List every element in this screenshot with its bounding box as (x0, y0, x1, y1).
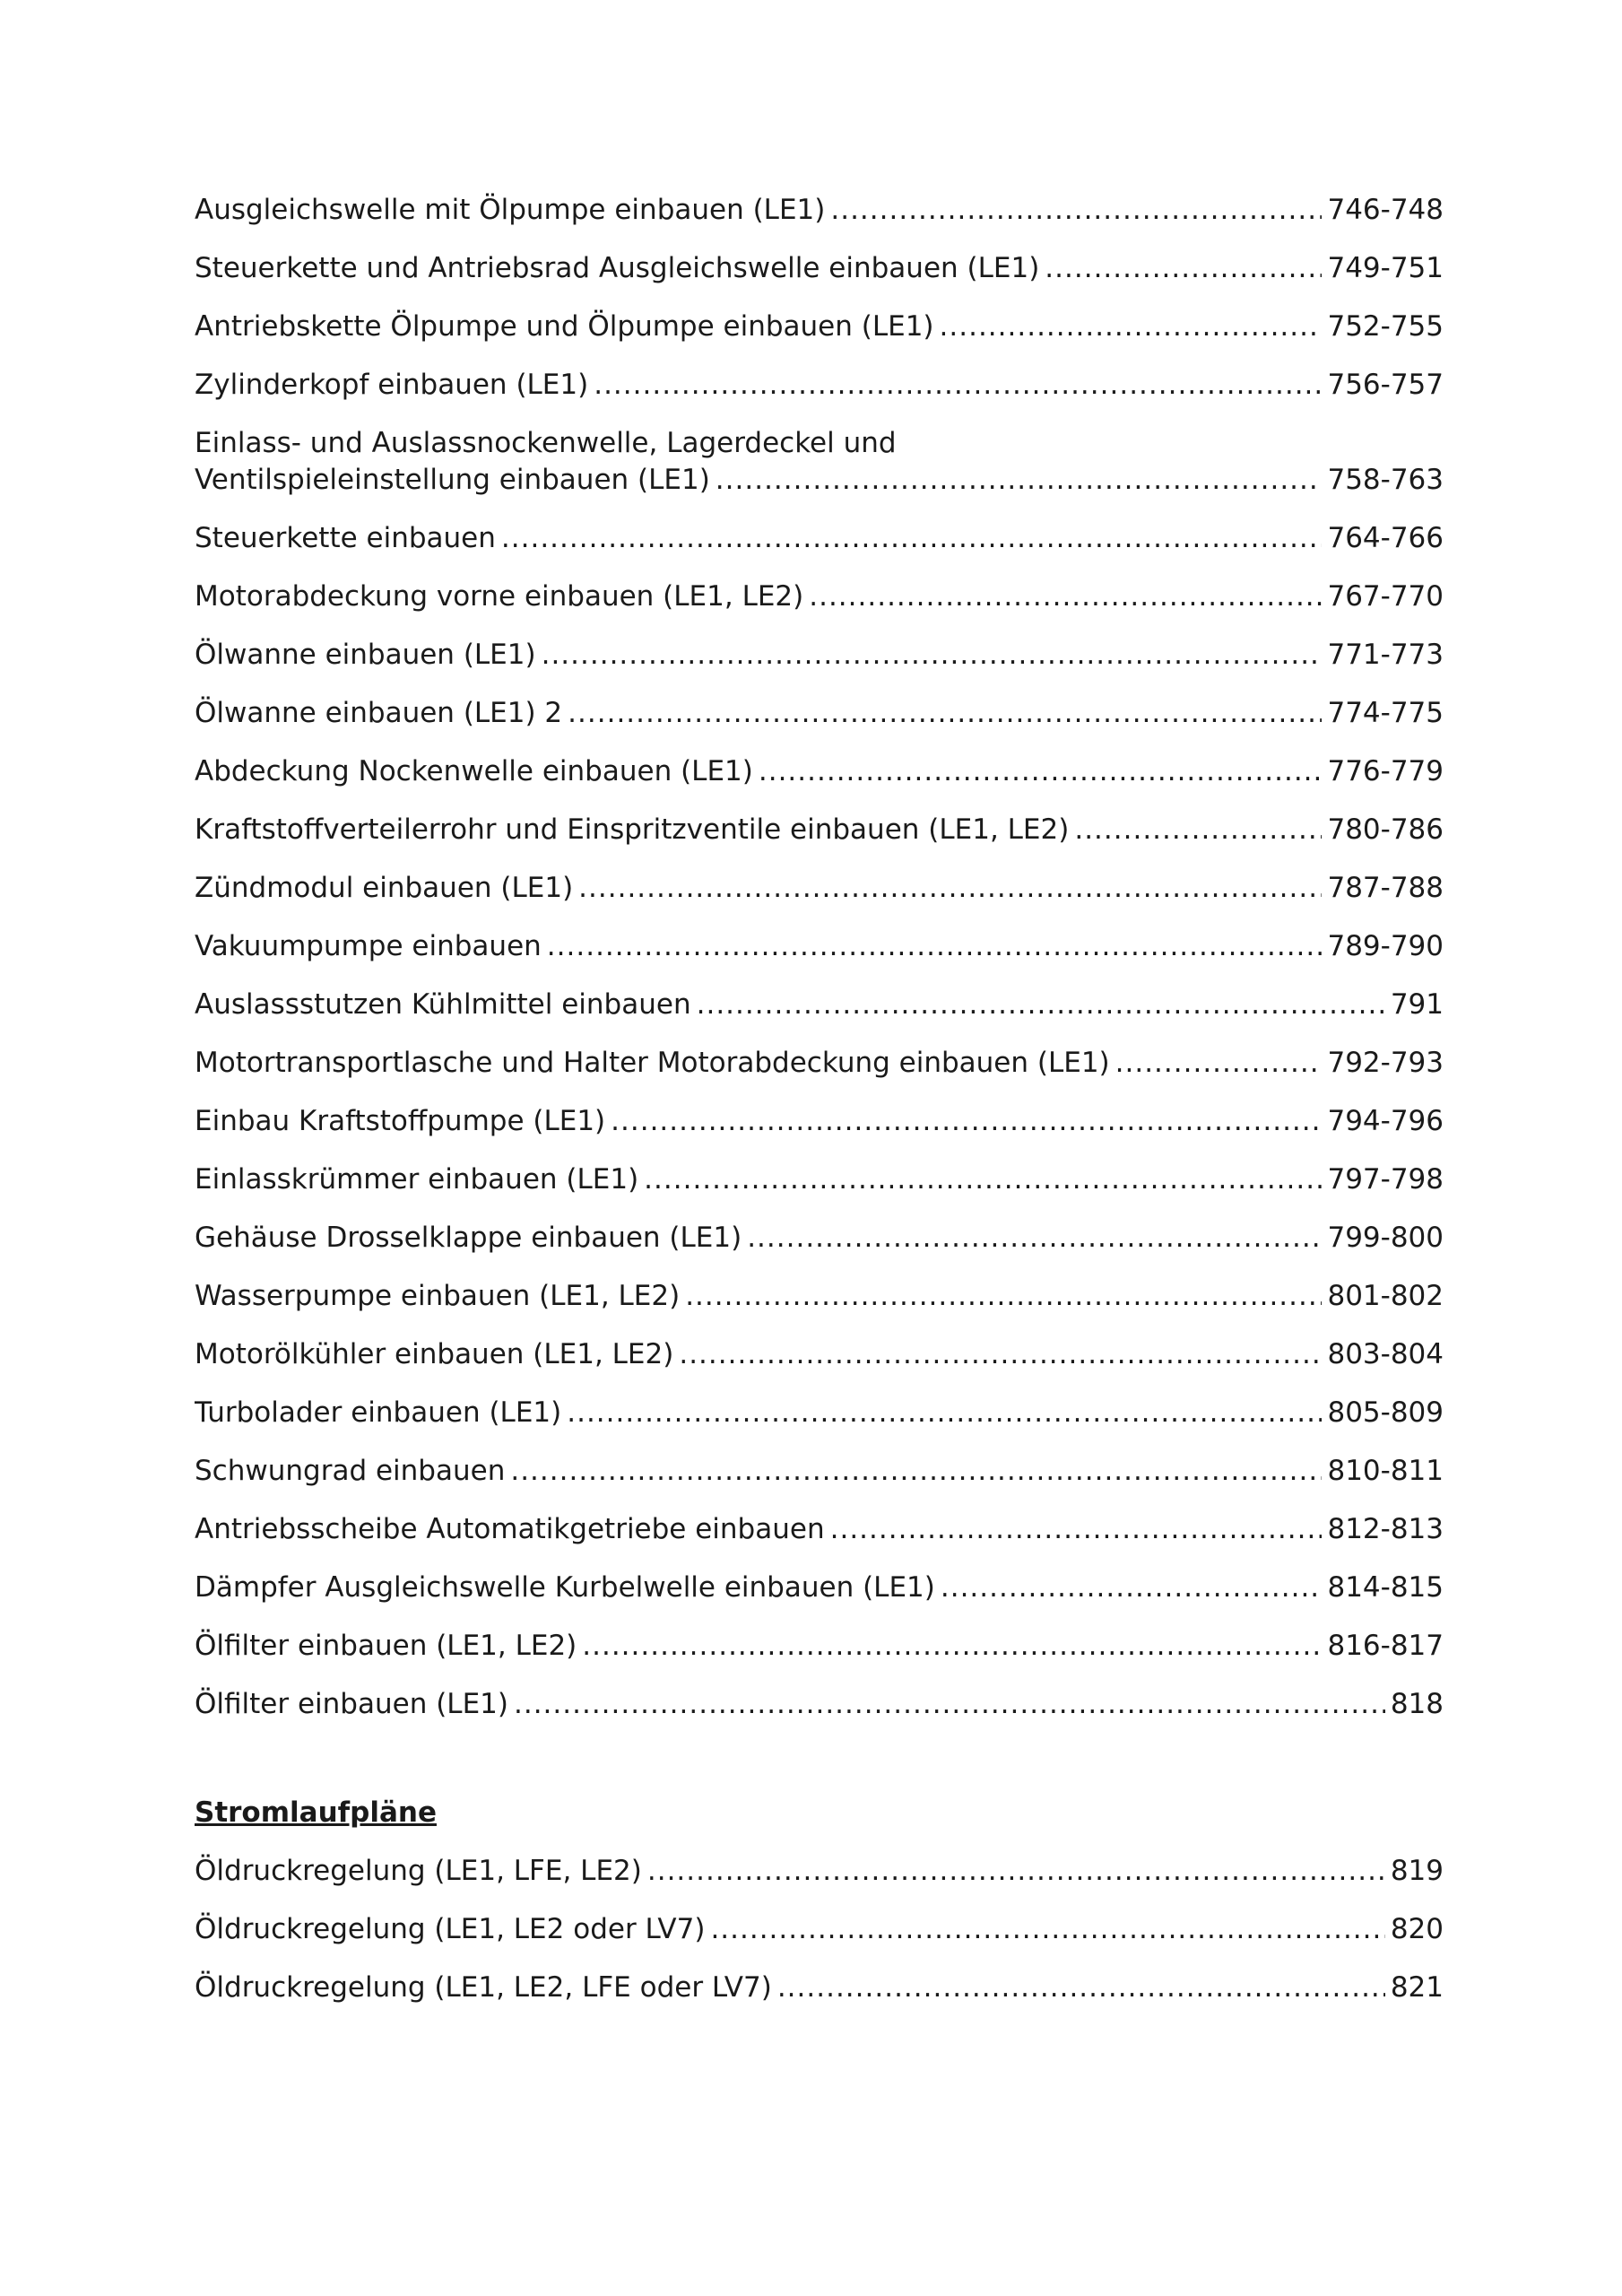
dot-leader (582, 1628, 1322, 1665)
toc-entry (195, 1220, 1444, 1257)
toc-entry-page: 810-811 (1327, 1455, 1444, 1487)
toc-entry-title: Antriebskette Ölpumpe und Ölpumpe einbauen (LE1) (195, 310, 934, 343)
toc-entry-title: Abdeckung Nockenwelle einbauen (LE1) (195, 755, 753, 787)
toc-entry (195, 309, 1444, 345)
toc-entry-title-line1: Einlass- und Auslassnockenwelle, Lagerdeckel und (195, 427, 897, 459)
toc-entry-title: Einlasskrümmer einbauen (LE1) (195, 1163, 639, 1196)
toc-entry-page: 803-804 (1327, 1338, 1444, 1370)
toc-entry-title: Antriebsscheibe Automatikgetriebe einbauen (195, 1513, 825, 1545)
toc-entry (195, 1570, 1444, 1606)
toc-entry (195, 1045, 1444, 1082)
toc-entry-title: Öldruckregelung (LE1, LFE, LE2) (195, 1855, 642, 1887)
toc-entry (195, 1103, 1444, 1140)
dot-leader (809, 578, 1322, 615)
dot-leader (777, 1970, 1385, 2006)
toc-entry-page: 776-779 (1327, 755, 1444, 787)
toc-entry (195, 520, 1444, 557)
toc-entry-title: Dämpfer Ausgleichswelle Kurbelwelle einbauen (LE1) (195, 1571, 935, 1604)
table-of-contents (195, 192, 1444, 2028)
toc-entry-title: Auslassstutzen Kühlmittel einbauen (195, 988, 691, 1021)
toc-entry-title: Öldruckregelung (LE1, LE2, LFE oder LV7) (195, 1971, 772, 2004)
toc-entry-page: 780-786 (1327, 813, 1444, 846)
dot-leader (647, 1853, 1385, 1890)
toc-entry (195, 695, 1444, 732)
toc-entry (195, 367, 1444, 404)
dot-leader (514, 1686, 1385, 1723)
toc-entry-page: 814-815 (1327, 1571, 1444, 1604)
toc-entry-page: 771-773 (1327, 639, 1444, 671)
toc-entry-page: 767-770 (1327, 580, 1444, 613)
toc-entry (195, 425, 1444, 499)
toc-entry-title: Ölwanne einbauen (LE1) (195, 639, 536, 671)
dot-leader (547, 928, 1323, 965)
toc-entry (195, 1628, 1444, 1665)
toc-entry-title: Gehäuse Drosselklappe einbauen (LE1) (195, 1222, 742, 1254)
toc-entry-page: 787-788 (1327, 872, 1444, 904)
dot-leader (941, 1570, 1323, 1606)
toc-entry-title: Turbolader einbauen (LE1) (195, 1396, 562, 1429)
toc-entry-title: Schwungrad einbauen (195, 1455, 506, 1487)
toc-entry (195, 637, 1444, 674)
toc-entry (195, 1161, 1444, 1198)
toc-entry-page: 801-802 (1327, 1280, 1444, 1312)
toc-entry (195, 250, 1444, 287)
toc-entry (195, 1911, 1444, 1948)
dot-leader (568, 695, 1322, 732)
dot-leader (679, 1336, 1322, 1373)
dot-leader (685, 1278, 1322, 1315)
dot-leader (940, 309, 1323, 345)
toc-entry (195, 1970, 1444, 2006)
toc-entry (195, 753, 1444, 790)
toc-entry-title: Zündmodul einbauen (LE1) (195, 872, 574, 904)
toc-entry (195, 812, 1444, 848)
dot-leader (1115, 1045, 1323, 1082)
dot-leader (747, 1220, 1322, 1257)
dot-leader (697, 987, 1385, 1023)
dot-leader (594, 367, 1322, 404)
toc-entry-page: 758-763 (1327, 464, 1444, 496)
toc-entry-title: Ölfilter einbauen (LE1) (195, 1688, 508, 1720)
dot-leader (567, 1395, 1322, 1431)
toc-entry-title: Motorabdeckung vorne einbauen (LE1, LE2) (195, 580, 804, 613)
toc-entry (195, 870, 1444, 907)
toc-entry-title: Motorölkühler einbauen (LE1, LE2) (195, 1338, 674, 1370)
toc-entry (195, 928, 1444, 965)
dot-leader (611, 1103, 1322, 1140)
toc-entry (195, 987, 1444, 1023)
toc-entry-title: Steuerkette einbauen (195, 522, 496, 554)
toc-entry-page: 821 (1390, 1971, 1444, 2004)
toc-entry (195, 1278, 1444, 1315)
toc-entry-title: Ölfilter einbauen (LE1, LE2) (195, 1630, 577, 1662)
toc-entry (195, 578, 1444, 615)
toc-entry-title: Ausgleichswelle mit Ölpumpe einbauen (LE1) (195, 194, 826, 226)
toc-entry (195, 192, 1444, 229)
toc-entry-title: Einbau Kraftstoffpumpe (LE1) (195, 1105, 606, 1137)
toc-entry (195, 1395, 1444, 1431)
toc-entry-page: 816-817 (1327, 1630, 1444, 1662)
toc-entry-page: 812-813 (1327, 1513, 1444, 1545)
toc-entry-title: Motortransportlasche und Halter Motorabdeckung einbauen (LE1) (195, 1047, 1110, 1079)
section-heading: Stromlaufpläne (195, 1796, 437, 1829)
toc-entry-page: 746-748 (1327, 194, 1444, 226)
toc-entry-title: Kraftstoffverteilerrohr und Einspritzventile einbauen (LE1, LE2) (195, 813, 1070, 846)
dot-leader (830, 1511, 1323, 1548)
dot-leader (710, 1911, 1384, 1948)
toc-entry-page: 764-766 (1327, 522, 1444, 554)
dot-leader (1074, 812, 1322, 848)
dot-leader (716, 462, 1323, 499)
toc-entry (195, 1336, 1444, 1373)
toc-entry (195, 1686, 1444, 1723)
toc-entry-page: 805-809 (1327, 1396, 1444, 1429)
toc-entry (195, 1453, 1444, 1490)
toc-entry-page: 749-751 (1327, 252, 1444, 284)
toc-entry-title-line2: Ventilspieleinstellung einbauen (LE1) (195, 464, 710, 496)
dot-leader (644, 1161, 1322, 1198)
toc-entry-page: 752-755 (1327, 310, 1444, 343)
toc-entry (195, 1511, 1444, 1548)
toc-entry-page: 789-790 (1327, 930, 1444, 962)
toc-entry-page: 819 (1390, 1855, 1444, 1887)
toc-entry-title: Ölwanne einbauen (LE1) 2 (195, 697, 563, 729)
toc-entry-title: Wasserpumpe einbauen (LE1, LE2) (195, 1280, 681, 1312)
toc-entry-page: 791 (1390, 988, 1444, 1021)
dot-leader (830, 192, 1322, 229)
toc-entry (195, 1853, 1444, 1890)
dot-leader (1045, 250, 1322, 287)
toc-entry-page: 774-775 (1327, 697, 1444, 729)
toc-entry-title: Vakuumpumpe einbauen (195, 930, 542, 962)
dot-leader (759, 753, 1323, 790)
toc-entry-page: 820 (1390, 1913, 1444, 1945)
toc-entry-page: 797-798 (1327, 1163, 1444, 1196)
toc-entry-page: 799-800 (1327, 1222, 1444, 1254)
dot-leader (501, 520, 1323, 557)
dot-leader (510, 1453, 1322, 1490)
toc-entry-page: 794-796 (1327, 1105, 1444, 1137)
toc-entry-page: 792-793 (1327, 1047, 1444, 1079)
toc-entry-page: 818 (1390, 1688, 1444, 1720)
toc-entry-title: Öldruckregelung (LE1, LE2 oder LV7) (195, 1913, 706, 1945)
dot-leader (578, 870, 1322, 907)
toc-entry-title: Steuerkette und Antriebsrad Ausgleichswelle einbauen (LE1) (195, 252, 1040, 284)
dot-leader (542, 637, 1323, 674)
toc-entry-title: Zylinderkopf einbauen (LE1) (195, 369, 589, 401)
toc-entry-page: 756-757 (1327, 369, 1444, 401)
